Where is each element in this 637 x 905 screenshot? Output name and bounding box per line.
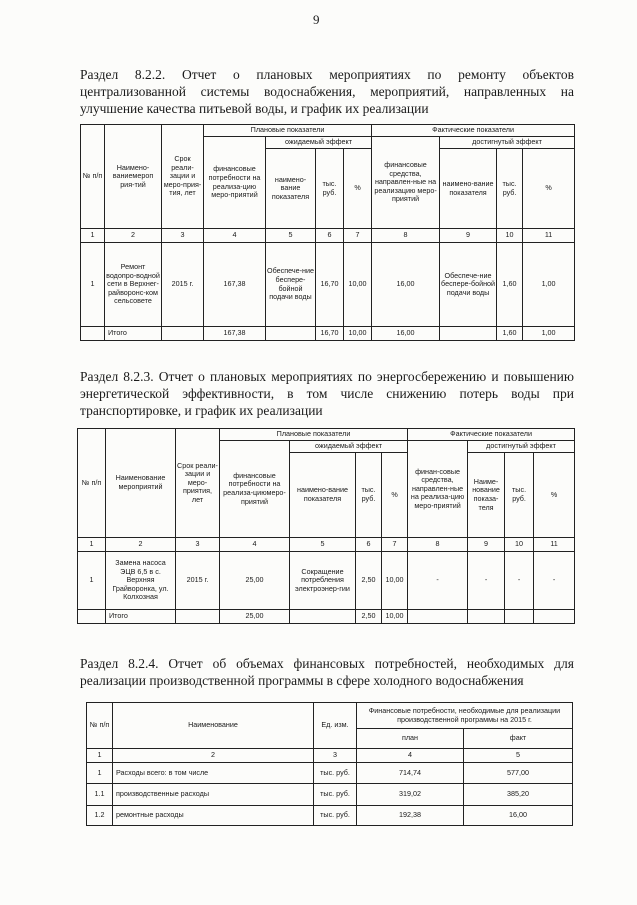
row-feff-pct: - — [534, 552, 575, 610]
header-term: Срок реали-зации и меро-приятия, лет — [176, 429, 220, 538]
column-numbers-row — [78, 538, 575, 552]
total-eff-rub: 2,50 — [356, 610, 382, 624]
col-number: 9 — [440, 229, 497, 243]
header-feff-name: Наиме-нование показа-теля — [468, 453, 505, 538]
section-1-title: Раздел 8.2.2. Отчет о плановых мероприятиях по ремонту объектов централизованной системы водоснабжения, мероприятий, направленных на улучшение качества питьевой воды, и график их реализации — [80, 67, 574, 116]
header-num: № п/п — [81, 125, 105, 229]
header-fact-fin: финан-совые средства, направлен-ные на реализа-цию меро-приятий — [408, 441, 468, 538]
table-row — [81, 243, 575, 327]
col-number: 5 — [266, 229, 316, 243]
row-fact-fin: - — [408, 552, 468, 610]
header-fact-eff: достигнутый эффект — [468, 441, 575, 453]
row-eff-rub: 2,50 — [356, 552, 382, 610]
header-feff-pct: % — [523, 149, 575, 229]
total-fact-fin: 16,00 — [372, 327, 440, 341]
total-fin: 167,38 — [204, 327, 266, 341]
col-number: 4 — [357, 749, 464, 763]
row-term: 2015 г. — [162, 243, 204, 327]
column-numbers-row — [87, 749, 573, 763]
section-2-title: Раздел 8.2.3. Отчет о плановых мероприятиях по энергосбережению и повышению энергетической эффективности, в том числе снижению потерь воды при транспортировке, и график их реализации — [80, 369, 574, 418]
total-label: Итого — [105, 327, 162, 341]
row-eff-name: Сокращение потребления электроэнер-гии — [290, 552, 356, 610]
header-eff-name: наимено-вание показателя — [266, 149, 316, 229]
table-row — [78, 552, 575, 610]
header-feff-rub: тыс. руб. — [505, 453, 534, 538]
col-number: 11 — [534, 538, 575, 552]
row-name: Ремонт водопро-водной сети в Верхнег-райворонс-ком сельсовете — [105, 243, 162, 327]
section-2-table — [77, 428, 575, 624]
col-number: 3 — [176, 538, 220, 552]
row-term: 2015 г. — [176, 552, 220, 610]
row-fact: 16,00 — [464, 806, 573, 826]
col-number: 9 — [468, 538, 505, 552]
header-fact: Фактические показатели — [408, 429, 575, 441]
header-plan: Плановые показатели — [220, 429, 408, 441]
col-number: 2 — [106, 538, 176, 552]
row-num: 1 — [81, 243, 105, 327]
col-number: 10 — [505, 538, 534, 552]
header-eff-name: наимено-вание показателя — [290, 453, 356, 538]
row-fin: 25,00 — [220, 552, 290, 610]
header-num: № п/п — [78, 429, 106, 538]
total-feff-pct: 1,00 — [523, 327, 575, 341]
total-row — [78, 610, 575, 624]
page-number: 9 — [313, 12, 320, 27]
col-number: 10 — [497, 229, 523, 243]
header-name: Наименование мероприятий — [106, 429, 176, 538]
row-eff-name: Обеспече-ние беспере-бойной подачи воды — [266, 243, 316, 327]
header-eff-rub: тыс. руб. — [356, 453, 382, 538]
col-number: 1 — [81, 229, 105, 243]
header-eff-rub: тыс. руб. — [316, 149, 344, 229]
column-numbers-row — [81, 229, 575, 243]
table-row — [87, 763, 573, 784]
row-fact: 385,20 — [464, 784, 573, 806]
row-name: Расходы всего: в том числе — [113, 763, 314, 784]
header-unit: Ед. изм. — [314, 703, 357, 749]
header-name: Наименование — [113, 703, 314, 749]
total-eff-rub: 16,70 — [316, 327, 344, 341]
col-number: 5 — [464, 749, 573, 763]
row-eff-pct: 10,00 — [382, 552, 408, 610]
header-fin: Финансовые потребности, необходимые для реализации производственной программы на 2015 г. — [357, 703, 573, 729]
col-number: 4 — [220, 538, 290, 552]
header-eff-pct: % — [382, 453, 408, 538]
header-plan-eff: ожидаемый эффект — [290, 441, 408, 453]
col-number: 8 — [408, 538, 468, 552]
table-row — [87, 806, 573, 826]
header-term: Срок реали-зации и меро-прия-тия, лет — [162, 125, 204, 229]
col-number: 2 — [105, 229, 162, 243]
col-number: 3 — [314, 749, 357, 763]
header-fact-fin: финансовые средства, направлен-ные на реализацию меро-приятий — [372, 137, 440, 229]
header-fact: Фактические показатели — [372, 125, 575, 137]
header-name: Наимено-ваниемероп рия-тий — [105, 125, 162, 229]
col-number: 2 — [113, 749, 314, 763]
header-plan: Плановые показатели — [204, 125, 372, 137]
total-eff-pct: 10,00 — [382, 610, 408, 624]
row-feff-rub: - — [505, 552, 534, 610]
header-num: № п/п — [87, 703, 113, 749]
header-eff-pct: % — [344, 149, 372, 229]
header-feff-pct: % — [534, 453, 575, 538]
row-eff-pct: 10,00 — [344, 243, 372, 327]
col-number: 7 — [344, 229, 372, 243]
col-number: 11 — [523, 229, 575, 243]
header-plan-fin: финансовые потребности на реализа-цию меро-приятий — [204, 137, 266, 229]
row-feff-pct: 1,00 — [523, 243, 575, 327]
row-num: 1.1 — [87, 784, 113, 806]
section-3-table — [86, 702, 573, 826]
row-feff-name: - — [468, 552, 505, 610]
col-number: 8 — [372, 229, 440, 243]
row-num: 1.2 — [87, 806, 113, 826]
row-num: 1 — [87, 763, 113, 784]
header-feff-name: наимено-вание показателя — [440, 149, 497, 229]
col-number: 3 — [162, 229, 204, 243]
row-fact-fin: 16,00 — [372, 243, 440, 327]
total-label: Итого — [106, 610, 176, 624]
row-num: 1 — [78, 552, 106, 610]
row-plan: 714,74 — [357, 763, 464, 784]
row-unit: тыс. руб. — [314, 784, 357, 806]
row-name: производственные расходы — [113, 784, 314, 806]
row-fin: 167,38 — [204, 243, 266, 327]
col-number: 5 — [290, 538, 356, 552]
col-number: 4 — [204, 229, 266, 243]
header-plan-eff: ожидаемый эффект — [266, 137, 372, 149]
row-unit: тыс. руб. — [314, 806, 357, 826]
header-fact: факт — [464, 729, 573, 749]
total-feff-rub: 1,60 — [497, 327, 523, 341]
row-plan: 192,38 — [357, 806, 464, 826]
total-eff-pct: 10,00 — [344, 327, 372, 341]
total-row — [81, 327, 575, 341]
row-name: Замена насоса ЭЦВ 6,5 в с. Верхняя Грайворонка, ул. Колхозная — [106, 552, 176, 610]
row-plan: 319,02 — [357, 784, 464, 806]
row-feff-rub: 1,60 — [497, 243, 523, 327]
header-feff-rub: тыс. руб. — [497, 149, 523, 229]
col-number: 1 — [87, 749, 113, 763]
section-3-title: Раздел 8.2.4. Отчет об объемах финансовых потребностей, необходимых для реализации производственной программы в сфере холодного водоснабжения — [80, 656, 574, 688]
col-number: 6 — [316, 229, 344, 243]
header-plan: план — [357, 729, 464, 749]
header-plan-fin: финансовые потребности на реализа-циюмеро-приятий — [220, 441, 290, 538]
row-feff-name: Обеспече-ние беспере-бойной подачи воды — [440, 243, 497, 327]
col-number: 6 — [356, 538, 382, 552]
col-number: 1 — [78, 538, 106, 552]
total-fin: 25,00 — [220, 610, 290, 624]
row-name: ремонтные расходы — [113, 806, 314, 826]
table-row — [87, 784, 573, 806]
section-1-table — [80, 124, 575, 341]
row-fact: 577,00 — [464, 763, 573, 784]
row-unit: тыс. руб. — [314, 763, 357, 784]
col-number: 7 — [382, 538, 408, 552]
header-fact-eff: достигнутый эффект — [440, 137, 575, 149]
row-eff-rub: 16,70 — [316, 243, 344, 327]
